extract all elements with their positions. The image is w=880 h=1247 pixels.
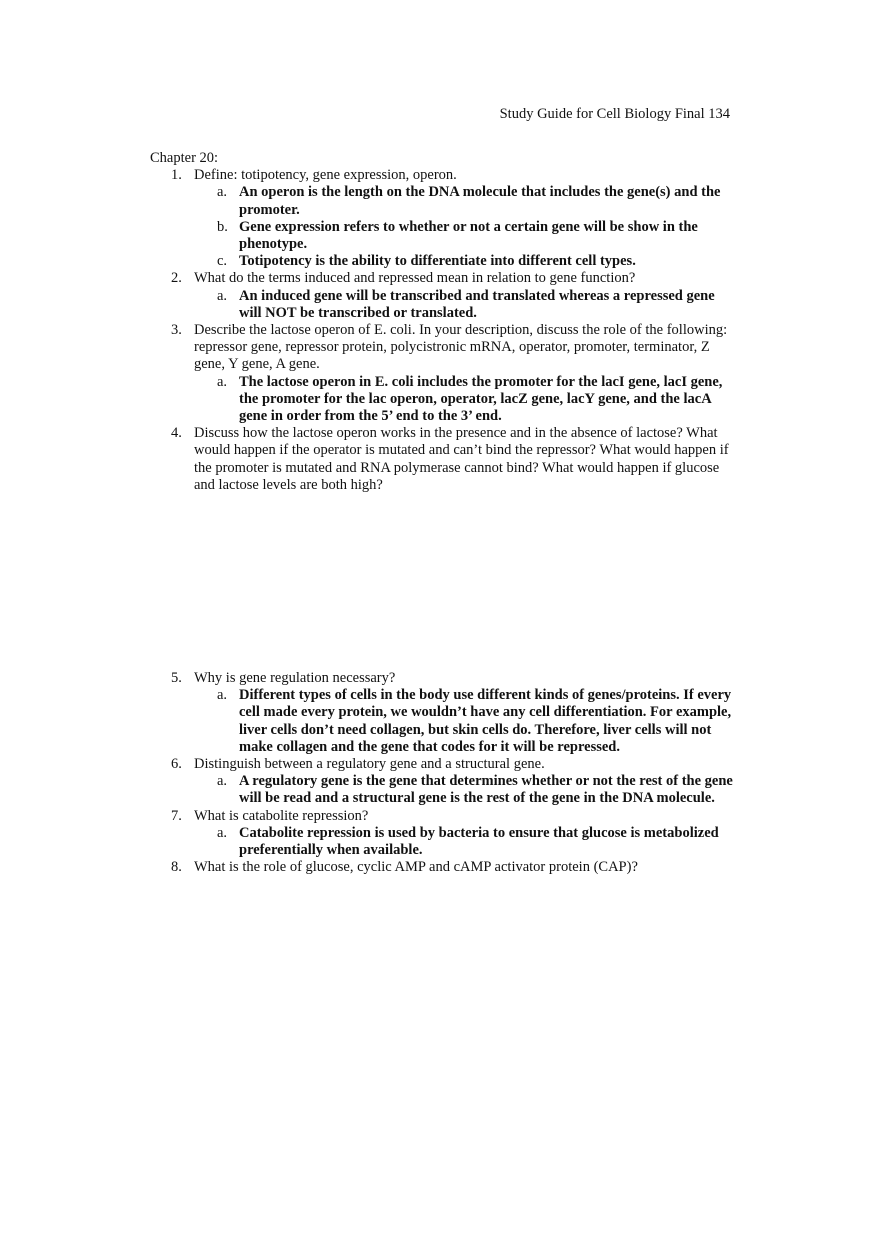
question-number: 5. [171, 670, 182, 687]
answer-list [194, 374, 740, 426]
question-list-part-2 [150, 670, 740, 876]
question-item [150, 808, 740, 860]
question-item [150, 322, 740, 425]
answer-text: Different types of cells in the body use different kinds of genes/proteins. If every cell made every protein, we wouldn’t have any cell differentiation. For example, liver cells don’t need collagen, but skin cells do. Therefore, liver cells will not make collagen and the gene that codes for it will be repressed. [239, 687, 732, 755]
question-item [150, 167, 740, 270]
question-text: Why is gene regulation necessary? [194, 670, 396, 687]
question-text: What is catabolite repression? [194, 807, 369, 824]
question-text: Distinguish between a regulatory gene and a structural gene. [194, 756, 545, 773]
question-item [150, 859, 740, 876]
question-item [150, 270, 740, 322]
answer-letter: a. [217, 773, 228, 790]
question-text: What do the terms induced and repressed mean in relation to gene function? [194, 270, 636, 287]
answer-list [194, 184, 740, 270]
answer-item [150, 687, 740, 756]
page-header: Study Guide for Cell Biology Final 134 [499, 106, 730, 122]
question-text: Define: totipotency, gene expression, operon. [194, 167, 457, 184]
question-text: Describe the lactose operon of E. coli. In your description, discuss the role of the following: repressor gene, repressor protein, polycistronic mRNA, operator, promoter, terminator, Z gene, Y gene, A gene. [194, 322, 728, 373]
question-list-part-1 [150, 167, 740, 494]
answer-item [150, 253, 740, 270]
answer-item [150, 374, 740, 426]
answer-letter: a. [217, 373, 228, 390]
answer-item [150, 825, 740, 859]
question-text: Discuss how the lactose operon works in the presence and in the absence of lactose? What would happen if the operator is mutated and can’t bind the repressor? What would happen if the promoter is mutated and RNA polymerase cannot bind? What would happen if glucose and lactose levels are both high? [194, 425, 729, 493]
question-text: What is the role of glucose, cyclic AMP and cAMP activator protein (CAP)? [194, 859, 638, 876]
answer-letter: c. [217, 253, 228, 270]
answer-list [194, 773, 740, 807]
answer-list [194, 825, 740, 859]
answer-item [150, 773, 740, 807]
answer-space [150, 494, 740, 670]
question-number: 8. [171, 859, 182, 876]
chapter-heading: Chapter 20: [150, 150, 219, 166]
answer-text: A regulatory gene is the gene that determines whether or not the rest of the gene will be read and a structural gene is the rest of the gene in the DNA molecule. [239, 773, 733, 807]
answer-item [150, 184, 740, 218]
answer-text: Gene expression refers to whether or not a certain gene will be show in the phenotype. [239, 218, 698, 253]
answer-item [150, 219, 740, 253]
document-body [150, 150, 740, 877]
answer-text: An operon is the length on the DNA molecule that includes the gene(s) and the promoter. [239, 184, 721, 218]
question-item [150, 756, 740, 808]
answer-letter: a. [217, 687, 228, 704]
answer-list [194, 687, 740, 756]
answer-letter: a. [217, 824, 228, 841]
answer-list [194, 288, 740, 322]
question-number: 6. [171, 756, 182, 773]
question-number: 2. [171, 270, 182, 287]
question-number: 4. [171, 425, 182, 442]
question-number: 1. [171, 167, 182, 184]
answer-text: Totipotency is the ability to differentiate into different cell types. [239, 253, 636, 270]
answer-letter: b. [217, 218, 228, 235]
answer-text: An induced gene will be transcribed and translated whereas a repressed gene will NOT be transcribed or translated. [239, 287, 715, 321]
question-item [150, 425, 740, 494]
answer-letter: a. [217, 184, 228, 201]
answer-text: The lactose operon in E. coli includes the promoter for the lacI gene, lacI gene, the promoter for the lac operon, operator, lacZ gene, lacY gene, and the lacA gene in order from the 5’ end to the 3’ end. [239, 373, 723, 425]
question-number: 7. [171, 807, 182, 824]
question-item [150, 670, 740, 756]
answer-text: Catabolite repression is used by bacteria to ensure that glucose is metabolized preferentially when available. [239, 824, 719, 859]
answer-item [150, 288, 740, 322]
answer-letter: a. [217, 287, 228, 304]
question-number: 3. [171, 322, 182, 339]
